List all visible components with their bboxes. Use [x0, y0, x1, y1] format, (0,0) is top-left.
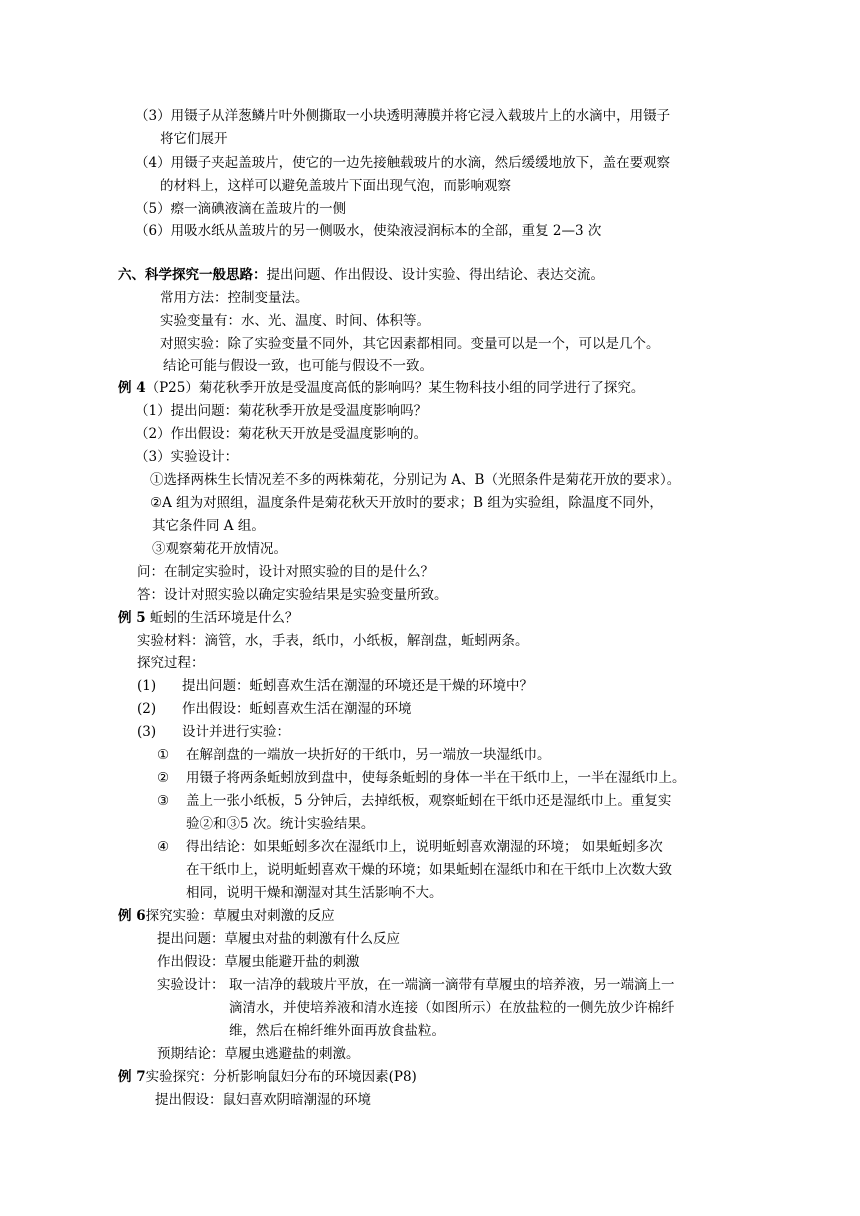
example-5-substep-4-line-1: 得出结论：如果蚯蚓多次在湿纸巾上，说明蚯蚓喜欢潮湿的环境； 如果蚯蚓多次	[186, 839, 663, 855]
example-7-title: 实验探究：分析影响鼠妇分布的环境因素(P8)	[145, 1069, 417, 1085]
example-5-substep-2-number: ②	[157, 770, 170, 786]
control-experiment: 对照实验：除了实验变量不同外，其它因素都相同。变量可以是一个，可以是几个。	[160, 336, 660, 352]
example-6-question: 提出问题：草履虫对盐的刺激有什么反应	[157, 931, 400, 947]
example-5-substep-3-line-1: 盖上一张小纸板，5 分钟后，去掉纸板，观察蚯蚓在干纸巾还是湿纸巾上。重复实	[186, 793, 672, 809]
example-6-label: 例 6	[118, 908, 146, 924]
example-4-title-line	[118, 378, 644, 398]
conclusion-note: 结论可能与假设一致，也可能与假设不一致。	[163, 358, 433, 374]
example-6-design-line-2: 滴清水，并使培养液和清水连接（如图所示）在放盐粒的一侧先放少许棉纤	[229, 1000, 675, 1016]
example-7-hypothesis: 提出假设：鼠妇喜欢阴暗潮湿的环境	[155, 1092, 371, 1108]
example-5-materials: 实验材料：滴管，水，手表，纸巾，小纸板，解剖盘，蚯蚓两条。	[137, 633, 529, 649]
example-5-substep-3-number: ③	[157, 793, 170, 809]
section-six-heading-line	[118, 265, 604, 285]
step-3-line-1: （3）用镊子从洋葱鳞片叶外侧撕取一小块透明薄膜并将它浸入载玻片上的水滴中，用镊子	[135, 108, 671, 124]
example-7-title-line	[118, 1067, 417, 1087]
example-5-substep-4-number: ④	[157, 839, 170, 855]
example-4-answer: 答：设计对照实验以确定实验结果是实验变量所致。	[137, 587, 448, 603]
step-3-line-2: 将它们展开	[160, 131, 228, 147]
example-5-step-1: 提出问题：蚯蚓喜欢生活在潮湿的环境还是干燥的环境中？	[182, 678, 533, 694]
example-5-process: 探究过程：	[137, 655, 205, 671]
example-5-step-1-number: (1)	[137, 678, 157, 694]
example-6-design-line-1: 取一洁净的载玻片平放，在一端滴一滴带有草履虫的培养液，另一端滴上一	[229, 977, 675, 993]
example-5-substep-1-number: ①	[157, 747, 170, 763]
example-4-ask: 问：在制定实验时，设计对照实验的目的是什么？	[137, 564, 434, 580]
example-5-substep-4-line-3: 相同，说明干燥和潮湿对其生活影响不大。	[186, 885, 443, 901]
example-5-step-2: 作出假设：蚯蚓喜欢生活在潮湿的环境	[182, 701, 412, 717]
example-4-question: （1）提出问题：菊花秋季开放是受温度影响吗？	[135, 403, 428, 419]
example-4-design-2-line-1: ②A 组为对照组，温度条件是菊花秋天开放时的要求；B 组为实验组，除温度不同外，	[150, 495, 663, 511]
example-4-design-3: ③观察菊花开放情况。	[152, 541, 287, 557]
example-7-label: 例 7	[118, 1069, 146, 1085]
experiment-variables: 实验变量有：水、光、温度、时间、体积等。	[160, 313, 430, 329]
example-5-title-line	[118, 608, 298, 628]
step-4-line-1: （4）用镊子夹起盖玻片，使它的一边先接触载玻片的水滴，然后缓缓地放下，盖在要观察	[135, 155, 671, 171]
example-5-substep-2: 用镊子将两条蚯蚓放到盘中，使每条蚯蚓的身体一半在干纸巾上，一半在湿纸巾上。	[186, 770, 686, 786]
example-6-design-line-3: 维，然后在棉纤维外面再放食盐粒。	[229, 1023, 445, 1039]
example-6-title: 探究实验：草履虫对刺激的反应	[145, 908, 335, 924]
example-5-step-3: 设计并进行实验：	[182, 724, 290, 740]
example-5-label: 例 5	[118, 610, 146, 626]
example-6-title-line	[118, 906, 335, 926]
example-5-substep-4-line-2: 在干纸巾上，说明蚯蚓喜欢干燥的环境；如果蚯蚓在湿纸巾和在干纸巾上次数大致	[186, 862, 672, 878]
example-6-hypothesis: 作出假设：草履虫能避开盐的刺激	[157, 954, 360, 970]
example-4-title: （P25）菊花秋季开放是受温度高低的影响吗？某生物科技小组的同学进行了探究。	[145, 380, 645, 396]
step-5: （5）瘵一滴碘液滴在盖玻片的一侧	[135, 201, 347, 217]
example-4-design-2-line-2: 其它条件同 A 组。	[152, 518, 265, 534]
step-6: （6）用吸水纸从盖玻片的另一侧吸水，使染液浸润标本的全部，重复 2—3 次	[135, 223, 602, 239]
example-4-hypothesis: （2）作出假设：菊花秋天开放是受温度影响的。	[135, 426, 428, 442]
example-4-label: 例 4	[118, 380, 146, 396]
example-6-expected: 预期结论：草履虫逃避盐的刺激。	[157, 1046, 360, 1062]
section-six-steps: 提出问题、作出假设、设计实验、得出结论、表达交流。	[266, 267, 604, 283]
common-method: 常用方法：控制变量法。	[160, 290, 309, 306]
example-4-design-1: ①选择两株生长情况差不多的两株菊花，分别记为 A、B（光照条件是菊花开放的要求）。	[150, 472, 681, 488]
example-5-title: 蚯蚓的生活环境是什么？	[149, 610, 299, 626]
section-six-heading: 六、科学探究一般思路：	[118, 267, 267, 283]
example-6-design-label: 实验设计：	[157, 977, 225, 993]
example-5-substep-3-line-2: 验②和③5 次。统计实验结果。	[186, 816, 375, 832]
example-4-design-heading: （3）实验设计：	[135, 449, 239, 465]
example-5-step-2-number: (2)	[137, 701, 157, 717]
example-5-substep-1: 在解剖盘的一端放一块折好的干纸巾，另一端放一块湿纸巾。	[186, 747, 551, 763]
example-5-step-3-number: (3)	[137, 724, 157, 740]
step-4-line-2: 的材料上，这样可以避免盖玻片下面出现气泡，而影响观察	[160, 178, 511, 194]
